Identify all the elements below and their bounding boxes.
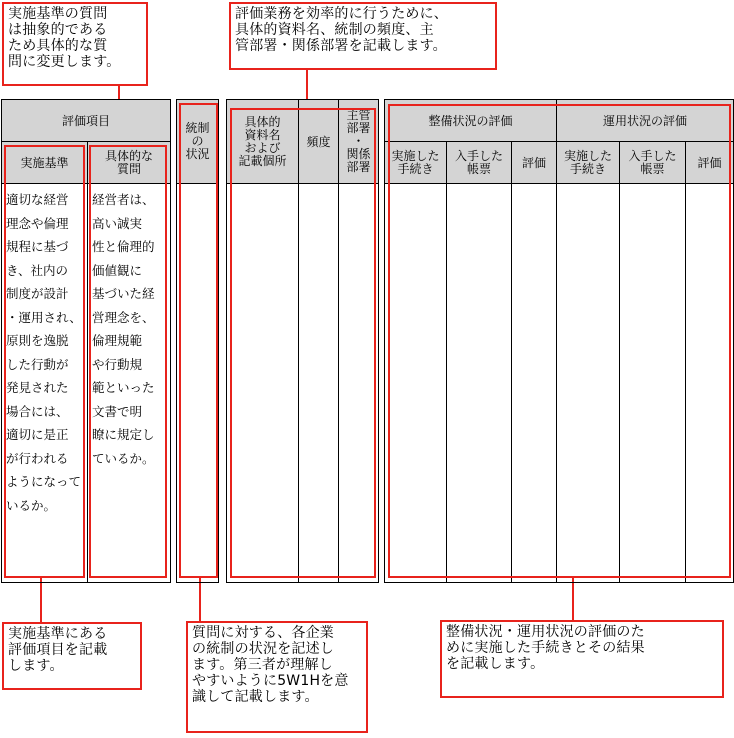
callout-efficiency-note: 評価業務を効率的に行うために、 具体的資料名、統制の頻度、主 管部署・関係部署を記載します。 (229, 2, 497, 70)
design-procedure-header: 実施した 手続き (385, 142, 447, 184)
operation-procedure-header: 実施した 手続き (557, 142, 620, 184)
operation-form-header: 入手した 帳票 (620, 142, 686, 184)
highlight-standard-column (4, 145, 85, 578)
standard-body-text: 適切な経営 理念や倫理 規程に基づ き、社内の 制度が設計 ・運用され、 原則を逸脱 した行動が 発見された 場合には、 適切に是正 が行われる ようになって いるか。 (6, 192, 82, 513)
highlight-documentation (230, 108, 376, 578)
highlight-assessment (388, 104, 731, 578)
connector-bottom-left (40, 577, 42, 623)
design-evaluation-header: 整備状況の評価 (385, 100, 557, 142)
evaluation-item-header: 評価項目 (2, 100, 171, 142)
design-form-header: 入手した 帳票 (447, 142, 512, 184)
department-header: 主管 部署 ・ 関係 部署 (339, 100, 379, 184)
operation-result-header: 評価 (686, 142, 734, 184)
operation-evaluation-header: 運用状況の評価 (557, 100, 734, 142)
callout-control-description: 質問に対する、各企業 の統制の状況を記述し ます。第三者が理解し やすいように5W1Hを意 識して記載します。 (186, 621, 368, 733)
callout-procedure-result: 整備状況・運用状況の評価のた めに実施した手続きとその結果 を記載します。 (440, 620, 724, 698)
frequency-header: 頻度 (299, 100, 339, 184)
specific-question-header: 具体的な 質問 (88, 142, 171, 184)
design-result-header: 評価 (512, 142, 557, 184)
standard-header: 実施基準 (2, 142, 88, 184)
callout-evaluation-item: 実施基準にある 評価項目を記載 します。 (2, 622, 142, 690)
specific-question-body-text: 経営者は、 高い誠実 性と倫理的 価値観に 基づいた経 営理念を、 倫理規範 や行動規 範といった 文書で明 瞭に規定し ているか。 (92, 192, 155, 466)
highlight-question-column (89, 145, 167, 578)
connector-bottom-right (572, 577, 574, 621)
highlight-control-status (179, 103, 218, 578)
document-name-header: 具体的 資料名 および 記載個所 (227, 100, 299, 184)
callout-question-conversion: 実施基準の質問 は抽象的である ため具体的な質 問に変更します。 (2, 2, 148, 86)
connector-bottom-center (199, 577, 201, 622)
control-status-header: 統制 の 状況 (177, 100, 219, 184)
